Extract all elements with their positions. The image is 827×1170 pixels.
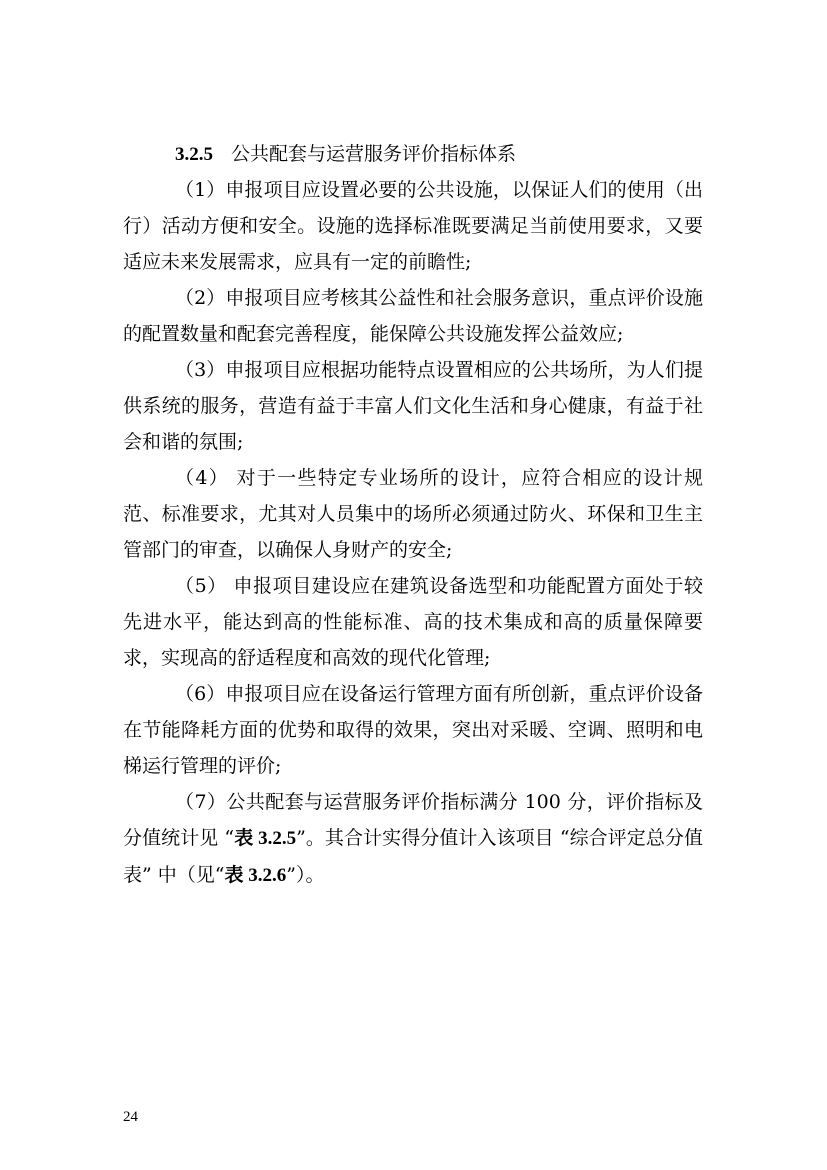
section-number: 3.2.5 (175, 144, 213, 165)
paragraph-7-part1: （7）公共配套与运营服务评价指标满分 100 分，评价指标及分值统计见 “ (123, 791, 703, 849)
page-content (123, 136, 703, 894)
paragraph-1: （1）申报项目应设置必要的公共设施，以保证人们的使用（出行）活动方便和安全。设施的选择标准既要满足当前使用要求，又要适应未来发展需求，应具有一定的前瞻性; (123, 179, 703, 273)
paragraph-4: （4） 对于一些特定专业场所的设计，应符合相应的设计规范、标准要求，尤其对人员集中的场所必须通过防火、环保和卫生主管部门的审查，以确保人身财产的安全; (123, 467, 703, 561)
section-title: 公共配套与运营服务评价指标体系 (231, 143, 517, 165)
paragraph-3: （3）申报项目应根据功能特点设置相应的公共场所，为人们提供系统的服务，营造有益于丰富人们文化生活和身心健康，有益于社会和谐的氛围; (123, 359, 703, 453)
paragraph-7-part3: ”）。 (286, 864, 325, 886)
table-reference-3-2-5[interactable]: 表 3.2.5 (234, 828, 297, 849)
paragraph-7-part2: ”。其合计实得分值计入该项目 “综合评定总分值表” 中（见“ (123, 827, 703, 886)
page-number: 24 (123, 1109, 138, 1125)
section-heading (123, 136, 703, 172)
paragraph-7 (123, 784, 703, 894)
table-reference-3-2-6[interactable]: 表 3.2.6 (224, 865, 287, 886)
paragraph-6: （6）申报项目应在设备运行管理方面有所创新，重点评价设备在节能降耗方面的优势和取得的效果，突出对采暖、空调、照明和电梯运行管理的评价; (123, 683, 703, 777)
paragraph-5: （5） 申报项目建设应在建筑设备选型和功能配置方面处于较先进水平，能达到高的性能标准、高的技术集成和高的质量保障要求，实现高的舒适程度和高效的现代化管理; (123, 575, 703, 669)
paragraph-2: （2）申报项目应考核其公益性和社会服务意识，重点评价设施的配置数量和配套完善程度，能保障公共设施发挥公益效应; (123, 287, 703, 345)
